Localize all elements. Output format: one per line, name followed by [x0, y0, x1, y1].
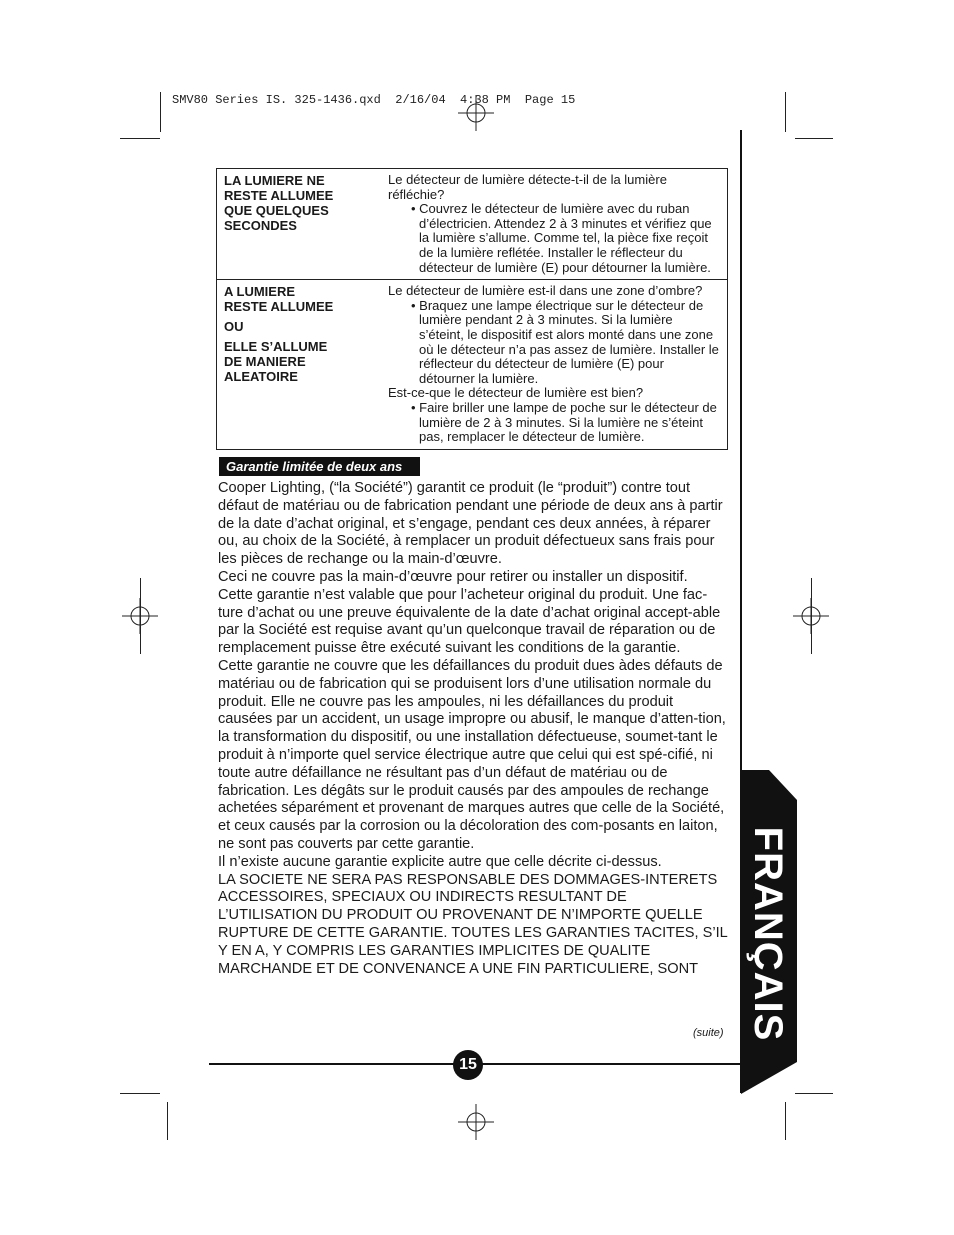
warranty-paragraph: Cette garantie n’est valable que pour l’acheteur original du produit. Une fac-ture d’achat ou une preuve équivalente de la date d’achat original accept-able par la Société est requise avant qu’un quelconque travail de réparation ou de remplacement puisse être exécuté suivant les conditions de la garantie. [218, 586, 721, 657]
problem-line: ELLE S’ALLUME [224, 339, 328, 355]
crop-mark [140, 578, 141, 654]
print-slug: SMV80 Series IS. 325-1436.qxd 2/16/04 4:38 PM Page 15 [172, 93, 576, 107]
solution-bullet: • Braquez une lampe électrique sur le détecteur de lumière pendant 2 à 3 minutes. Si la lumière s’éteint, le dispositif est alors monté dans une zone où le détecteur n’a pas assez de lumière. Installer le réflecteur du détecteur de lumière (E) pour détourner la lumière. [411, 297, 719, 386]
problem-cell [217, 280, 381, 450]
warranty-paragraph: Cette garantie ne couvre que les défaillances du produit dues àdes défauts de matériau ou de fabrication qui se produisent lors d’une utilisation normale du produit. Elle ne couvre pas les ampoules, ni les défaillances du produit causées par un accident, un usage impropre ou abusif, le manque d’atten-tion, la transformation du dispositif, ou une installation défectueuse, soumet-tant le produit à n’importe quel service électrique autre que celui qui est spé-cifié, ni toute autre défaillance ne résultant pas d’un défaut de matériau ou de fabrication. Les dégâts sur le produit causés par des ampoules de rechange achetées séparément et provenant de marques autres que celle de la Société, et ceux causés par la corrosion ou la décoloration des com-posants en laiton, ne sont pas couverts par cette garantie. [218, 657, 726, 852]
language-tab-label: FRANÇAIS [746, 826, 790, 1042]
troubleshooting-table [216, 168, 728, 450]
solution-cell [380, 169, 728, 280]
crop-mark [811, 578, 812, 654]
problem-line: ALEATOIRE [224, 369, 298, 385]
question-text: Le détecteur de lumière détecte-t-il de la lumière réfléchie? [388, 172, 667, 202]
table-row [217, 280, 728, 450]
registration-mark-bottom [458, 1104, 494, 1140]
problem-line: SECONDES [224, 218, 297, 233]
solution-bullet: • Couvrez le détecteur de lumière avec du ruban d’électricien. Attendez 2 à 3 minutes et vérifiez que la lumière s’allume. Comme tel, la pièce fixe reçoit de la lumière reflétée. Installer le réflecteur du détecteur de lumière (E) pour détourner la lumière. [411, 201, 712, 275]
problem-line: A LUMIERE [224, 284, 296, 300]
problem-line: RESTE ALLUMEE [224, 299, 334, 315]
crop-mark [795, 1093, 833, 1094]
warranty-paragraph: Cooper Lighting, (“la Société”) garantit ce produit (le “produit”) contre tout défaut de matériau ou de fabrication pendant une période de deux ans à partir de la date d’achat original, et s’engage, pendant ces deux années, à réparer ou, au choix de la Société, à remplacer un produit défectueux sans frais pour les pièces de rechange ou la main-d’œuvre. [218, 480, 723, 568]
problem-line: DE MANIERE [224, 354, 306, 370]
problem-line: OU [224, 319, 244, 335]
warranty-paragraph: LA SOCIETE NE SERA PAS RESPONSABLE DES DOMMAGES-INTERETS ACCESSOIRES, SPECIAUX OU INDIRECTS RESULTANT DE L’UTILISATION DU PRODUIT OU PROVENANT DE N’IMPORTE QUELLE RUPTURE DE CETTE GARANTIE. TOUTES LES GARANTIES TACITES, S’IL Y EN A, Y COMPRIS LES GARANTIES IMPLICITES DE QUALITE MARCHANDE ET DE CONVENANCE A UNE FIN PARTICULIERE, SONT [218, 871, 728, 977]
crop-mark [120, 1093, 160, 1094]
crop-mark [120, 138, 160, 139]
continued-note: (suite) [693, 1027, 724, 1039]
problem-cell [217, 169, 381, 280]
warranty-paragraph: Ceci ne couvre pas la main-d’œuvre pour retirer ou installer un dispositif. [218, 568, 688, 585]
crop-mark [795, 138, 833, 139]
crop-mark [785, 92, 786, 132]
registration-mark-top [458, 95, 494, 131]
solution-cell [380, 280, 728, 450]
crop-mark [167, 1102, 168, 1140]
warranty-body [218, 480, 728, 978]
crop-mark [785, 1102, 786, 1140]
problem-line: RESTE ALLUMEE [224, 188, 334, 203]
question-text: Est-ce-que le détecteur de lumière est bien? [388, 385, 644, 401]
warranty-paragraph: Il n’existe aucune garantie explicite autre que celle décrite ci-dessus. [218, 853, 662, 870]
question-text: Le détecteur de lumière est-il dans une zone d’ombre? [388, 283, 703, 299]
solution-bullet: • Faire briller une lampe de poche sur le détecteur de lumière de 2 à 3 minutes. Si la lumière ne s’éteint pas, remplacer le détecteur de lumière. [411, 399, 717, 445]
table-row [217, 169, 728, 280]
problem-line: LA LUMIERE NE [224, 173, 325, 188]
crop-mark [160, 92, 161, 132]
warranty-heading: Garantie limitée de deux ans [219, 457, 420, 476]
page-number: 15 [453, 1050, 483, 1080]
problem-line: QUE QUELQUES [224, 203, 329, 218]
